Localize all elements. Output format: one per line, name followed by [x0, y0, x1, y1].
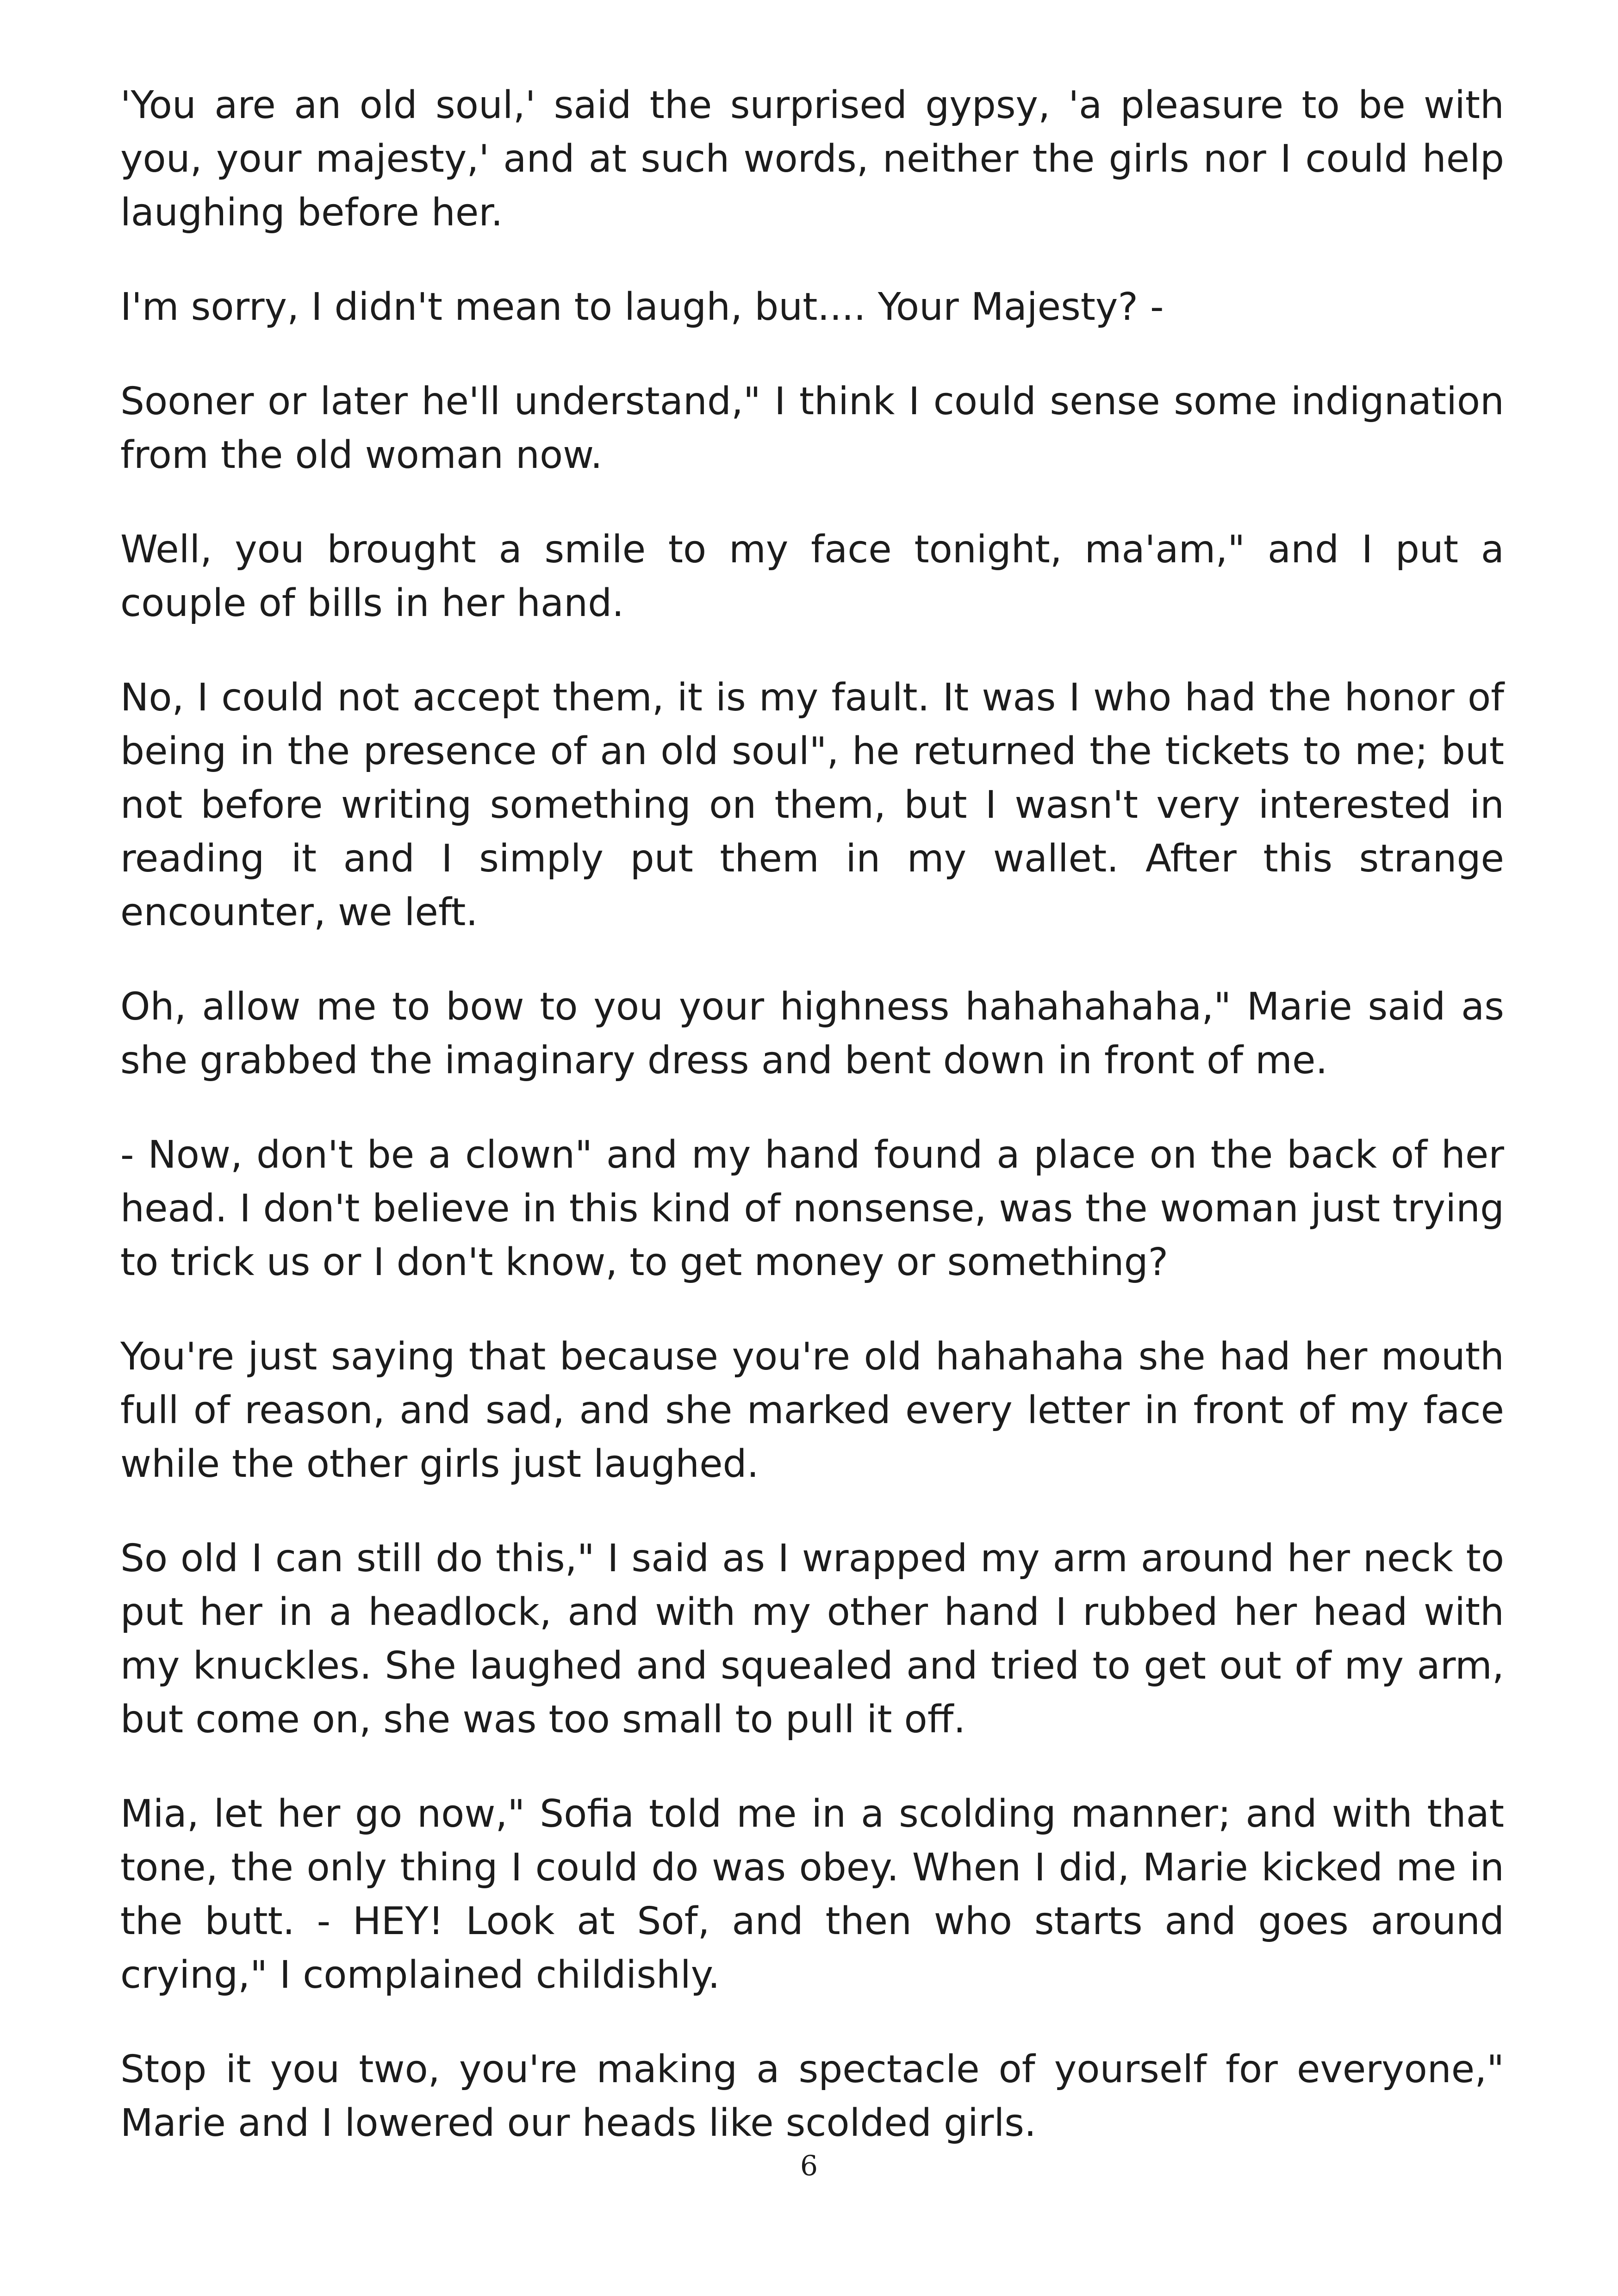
paragraph: Stop it you two, you're making a spectacle of yourself for everyone," Marie and I lowered our heads like scolded girls. — [120, 2047, 1504, 2145]
paragraph: Oh, allow me to bow to you your highness hahahahaha," Marie said as she grabbed the imaginary dress and bent down in front of me. — [120, 985, 1504, 1083]
paragraph: You're just saying that because you're old hahahaha she had her mouth full of reason, and sad, and she marked every letter in front of my face while the other girls just laughed. — [120, 1335, 1504, 1486]
paragraph: 'You are an old soul,' said the surprised gypsy, 'a pleasure to be with you, your majesty,' and at such words, neither the girls nor I could help laughing before her. — [120, 83, 1504, 235]
page-number: 6 — [800, 2150, 818, 2182]
paragraph: I'm sorry, I didn't mean to laugh, but.... Your Majesty? - — [120, 285, 1164, 329]
paragraph: Sooner or later he'll understand," I think I could sense some indignation from the old woman now. — [120, 380, 1504, 477]
paragraph: Well, you brought a smile to my face tonight, ma'am," and I put a couple of bills in her hand. — [120, 528, 1504, 625]
paragraph: - Now, don't be a clown" and my hand found a place on the back of her head. I don't believe in this kind of nonsense, was the woman just trying to trick us or I don't know, to get money or something? — [120, 1133, 1504, 1284]
paragraph: No, I could not accept them, it is my fault. It was I who had the honor of being in the presence of an old soul", he returned the tickets to me; but not before writing something on them, but I wasn't very interested in reading it and I simply put them in my wallet. After this strange encounter, we left. — [120, 676, 1504, 934]
body-text — [120, 79, 1504, 2191]
paragraph: So old I can still do this," I said as I wrapped my arm around her neck to put her in a headlock, and with my other hand I rubbed her head with my knuckles. She laughed and squealed and tried to get out of my arm, but come on, she was too small to pull it off. — [120, 1537, 1504, 1742]
paragraph: Mia, let her go now," Sofia told me in a scolding manner; and with that tone, the only thing I could do was obey. When I did, Marie kicked me in the butt. - HEY! Look at Sof, and then who starts and goes around crying," I complained childishly. — [120, 1792, 1504, 1997]
